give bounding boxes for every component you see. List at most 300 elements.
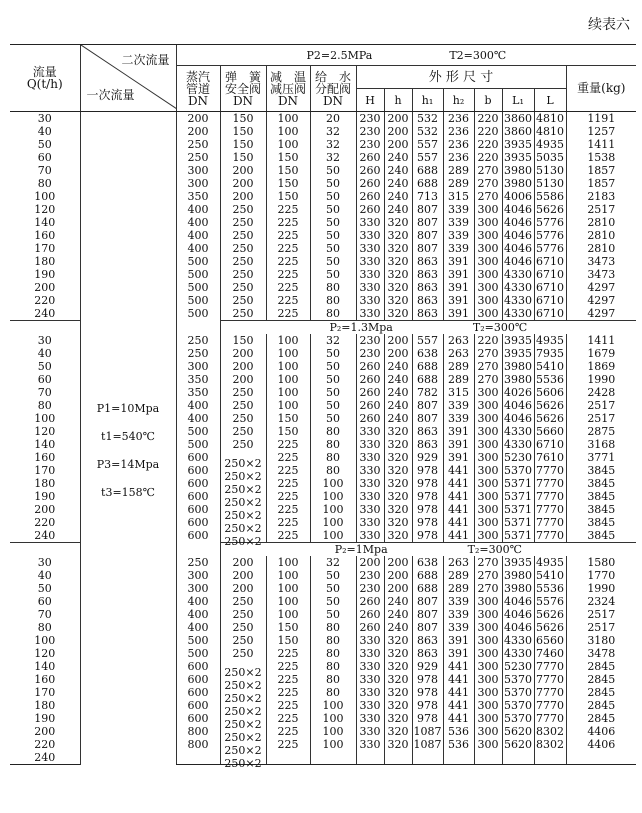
flow-value: 180 bbox=[34, 699, 56, 712]
water-dn: DN bbox=[322, 93, 344, 108]
flow-cell-empty bbox=[10, 543, 80, 557]
double-valve-value: 250×2 bbox=[224, 509, 262, 522]
cell-value: 80 bbox=[310, 464, 356, 477]
cell-value: 100 bbox=[266, 112, 310, 126]
cell-value: 225 bbox=[266, 529, 310, 543]
cell-value: 1087 bbox=[413, 738, 442, 751]
cell-value: 236 bbox=[443, 138, 474, 151]
cell-value: 5371 bbox=[504, 503, 532, 516]
cell-value: 3473 bbox=[566, 255, 636, 268]
cell-value: 32 bbox=[310, 151, 356, 164]
cell-value bbox=[220, 660, 266, 679]
flow-value: 40 bbox=[37, 125, 52, 138]
cell-value: 600 bbox=[176, 712, 220, 725]
flow-value: 200 bbox=[34, 503, 56, 516]
cell-value: 150 bbox=[266, 151, 310, 164]
cell-value: 240 bbox=[384, 164, 412, 177]
cell-value: 250 bbox=[220, 242, 266, 255]
cell-value: 4406 bbox=[566, 725, 636, 738]
cell-value: 80 bbox=[310, 281, 356, 294]
cell-value: 100 bbox=[310, 725, 356, 738]
cell-value: 863 bbox=[412, 634, 443, 647]
cell-value: 7770 bbox=[536, 529, 564, 542]
cell-value: 100 bbox=[266, 347, 310, 360]
cell-value: 320 bbox=[384, 712, 412, 725]
cell-value bbox=[412, 751, 443, 765]
cell-value: 250 bbox=[176, 334, 220, 347]
cell-value: 3935 bbox=[504, 138, 532, 151]
cell-value: 330 bbox=[356, 673, 384, 686]
cell-value: 3860 bbox=[504, 112, 532, 125]
cell-value: 400 bbox=[176, 595, 220, 608]
cell-value: 807 bbox=[412, 595, 443, 608]
cell-value: 339 bbox=[443, 399, 474, 412]
cell-value: 260 bbox=[356, 399, 384, 412]
cell-value: 300 bbox=[474, 399, 502, 412]
cell-value: 2810 bbox=[566, 242, 636, 255]
cell-value: 5371 bbox=[504, 490, 532, 503]
cell-value: 300 bbox=[474, 660, 502, 673]
cell-value: 2810 bbox=[566, 229, 636, 242]
flow-value: 200 bbox=[34, 281, 56, 294]
cell-value: 4330 bbox=[504, 268, 532, 281]
cell-value bbox=[266, 751, 310, 765]
cell-value: 557 bbox=[412, 334, 443, 347]
cell-value: 978 bbox=[412, 477, 443, 490]
cell-value: 5370 bbox=[504, 699, 532, 712]
cell-value: 50 bbox=[310, 386, 356, 399]
cell-value: 3168 bbox=[566, 438, 636, 451]
flow-value: 140 bbox=[34, 660, 56, 673]
cell-value: 500 bbox=[176, 647, 220, 660]
cell-value: 100 bbox=[266, 138, 310, 151]
cell-value: 978 bbox=[412, 529, 443, 543]
cell-value: 50 bbox=[310, 164, 356, 177]
double-valve-value: 250×2 bbox=[224, 470, 262, 483]
cell-value: 4330 bbox=[504, 281, 532, 294]
cell-value: 300 bbox=[474, 229, 502, 242]
cell-value: 350 bbox=[176, 190, 220, 203]
cell-value: 330 bbox=[356, 516, 384, 529]
cell-value: 2517 bbox=[566, 203, 636, 216]
cell-value: 339 bbox=[443, 621, 474, 634]
water-l2: 分配阀 bbox=[314, 81, 351, 96]
section-p-label: P₂=1.3Mpa bbox=[329, 321, 393, 334]
reduce-l2: 减压阀 bbox=[269, 81, 306, 96]
cell-value: 5035 bbox=[536, 151, 564, 164]
cell-value: 3935 bbox=[504, 556, 532, 569]
cell-value: 3935 bbox=[504, 334, 532, 347]
dimensions-header: 外 形 尺 寸 bbox=[356, 66, 566, 89]
flow-value: 170 bbox=[34, 464, 56, 477]
cell-value: 557 bbox=[412, 138, 443, 151]
cell-value: 8302 bbox=[536, 738, 564, 751]
cell-value: 300 bbox=[474, 699, 502, 712]
cell-value: 200 bbox=[220, 582, 266, 595]
cell-value: 400 bbox=[176, 203, 220, 216]
cell-value: 800 bbox=[176, 725, 220, 738]
cell-value: 50 bbox=[310, 347, 356, 360]
cell-value: 225 bbox=[266, 203, 310, 216]
cell-value: 441 bbox=[443, 529, 474, 543]
cell-value: 500 bbox=[176, 634, 220, 647]
cell-value: 1087 bbox=[413, 725, 442, 738]
cell-value: 4406 bbox=[566, 738, 636, 751]
cell-value: 300 bbox=[474, 438, 502, 451]
cell-value: 80 bbox=[310, 673, 356, 686]
cell-value: 3845 bbox=[566, 477, 636, 490]
cell-value: 4330 bbox=[504, 307, 532, 320]
cell-value: 391 bbox=[443, 307, 474, 321]
cell-value: 320 bbox=[384, 738, 412, 751]
cell-value: 250 bbox=[220, 399, 266, 412]
cell-value: 4935 bbox=[536, 334, 564, 347]
cell-value: 6710 bbox=[536, 268, 564, 281]
cell-value: 391 bbox=[443, 425, 474, 438]
cell-value: 2517 bbox=[566, 621, 636, 634]
cell-value: 225 bbox=[266, 699, 310, 712]
cell-value: 339 bbox=[443, 595, 474, 608]
flow-value: 240 bbox=[10, 751, 80, 765]
cell-value: 391 bbox=[443, 451, 474, 464]
cell-value: 200 bbox=[220, 556, 266, 569]
cell-value: 500 bbox=[176, 294, 220, 307]
cell-value: 300 bbox=[474, 242, 502, 255]
cell-value: 330 bbox=[356, 281, 384, 294]
cell-value: 250 bbox=[220, 216, 266, 229]
flow-value: 220 bbox=[34, 738, 56, 751]
cell-value: 350 bbox=[176, 373, 220, 386]
cell-value: 2845 bbox=[566, 712, 636, 725]
cell-value: 3845 bbox=[566, 490, 636, 503]
cell-value: 260 bbox=[356, 412, 384, 425]
cell-value bbox=[502, 751, 534, 765]
cell-value: 978 bbox=[412, 673, 443, 686]
cell-value: 80 bbox=[310, 425, 356, 438]
cell-value: 270 bbox=[474, 569, 502, 582]
cell-value: 600 bbox=[176, 451, 220, 464]
cell-value: 320 bbox=[384, 686, 412, 699]
flow-diagonal-header bbox=[80, 45, 176, 112]
cell-value: 50 bbox=[310, 373, 356, 386]
cell-value: 5626 bbox=[536, 621, 564, 634]
cell-value: 263 bbox=[443, 556, 474, 569]
cell-value: 263 bbox=[443, 334, 474, 347]
section-params bbox=[220, 543, 636, 557]
cell-value: 260 bbox=[356, 621, 384, 634]
cell-value: 1257 bbox=[566, 125, 636, 138]
cell-value: 240 bbox=[384, 190, 412, 203]
cell-value: 688 bbox=[412, 360, 443, 373]
cell-value: 3980 bbox=[504, 569, 532, 582]
cell-value: 225 bbox=[266, 307, 310, 321]
cell-value: 7770 bbox=[536, 477, 564, 490]
cell-value: 250 bbox=[220, 281, 266, 294]
flow-value: 80 bbox=[37, 177, 52, 190]
flow-value: 60 bbox=[37, 595, 52, 608]
cell-value: 5536 bbox=[536, 373, 564, 386]
cell-value: 4046 bbox=[504, 412, 532, 425]
flow-value: 180 bbox=[34, 477, 56, 490]
cell-value: 320 bbox=[384, 464, 412, 477]
cell-value: 5230 bbox=[504, 451, 532, 464]
cell-value: 80 bbox=[310, 294, 356, 307]
cell-value: 688 bbox=[412, 373, 443, 386]
cell-value: 339 bbox=[443, 242, 474, 255]
cell-value: 300 bbox=[474, 255, 502, 268]
cell-value: 240 bbox=[384, 360, 412, 373]
cell-value: 100 bbox=[310, 490, 356, 503]
cell-value: 260 bbox=[356, 360, 384, 373]
cell-value: 100 bbox=[310, 699, 356, 712]
reduce-dn: DN bbox=[277, 93, 299, 108]
cell-value: 50 bbox=[310, 360, 356, 373]
cell-value: 600 bbox=[176, 516, 220, 529]
cell-value: 807 bbox=[412, 229, 443, 242]
cell-value: 5776 bbox=[536, 216, 564, 229]
flow-value: 60 bbox=[37, 151, 52, 164]
cell-value: 50 bbox=[310, 190, 356, 203]
cell-value: 2517 bbox=[566, 608, 636, 621]
cell-value: 807 bbox=[412, 412, 443, 425]
cell-value: 240 bbox=[384, 595, 412, 608]
cell-value: 32 bbox=[310, 138, 356, 151]
cell-value: 260 bbox=[356, 164, 384, 177]
cell-value: 300 bbox=[474, 595, 502, 608]
cell-value: 330 bbox=[356, 725, 384, 738]
cell-value: 315 bbox=[443, 190, 474, 203]
cell-value: 4297 bbox=[566, 307, 636, 321]
cell-value: 270 bbox=[474, 360, 502, 373]
cell-value bbox=[384, 751, 412, 765]
cell-value: 330 bbox=[356, 699, 384, 712]
flow-value: 200 bbox=[34, 725, 56, 738]
cell-value: 3860 bbox=[504, 125, 532, 138]
cell-value: 320 bbox=[384, 281, 412, 294]
cell-value: 441 bbox=[443, 503, 474, 516]
condition-item: t3=158℃ bbox=[101, 486, 155, 499]
cell-value: 2810 bbox=[566, 216, 636, 229]
flow-value: 170 bbox=[34, 686, 56, 699]
flow-value: 30 bbox=[37, 334, 52, 347]
cell-value: 320 bbox=[384, 216, 412, 229]
cell-value: 320 bbox=[384, 673, 412, 686]
condition-item: P3=14Mpa bbox=[96, 458, 160, 471]
cell-value: 200 bbox=[356, 556, 384, 569]
spring-l2: 安全阀 bbox=[224, 81, 261, 96]
cell-value: 225 bbox=[266, 673, 310, 686]
cell-value: 2517 bbox=[566, 412, 636, 425]
cell-value: 225 bbox=[266, 725, 310, 738]
cell-value: 330 bbox=[356, 529, 384, 543]
cell-value: 2517 bbox=[566, 399, 636, 412]
cell-value: 240 bbox=[384, 177, 412, 190]
cell-value: 100 bbox=[266, 386, 310, 399]
cell-value: 320 bbox=[384, 634, 412, 647]
col-h: h bbox=[384, 89, 412, 112]
flow-value: 190 bbox=[34, 268, 56, 281]
cell-value: 150 bbox=[220, 138, 266, 151]
cell-value: 300 bbox=[474, 712, 502, 725]
cell-value: 330 bbox=[356, 438, 384, 451]
cell-value: 2845 bbox=[566, 686, 636, 699]
cell-value: 100 bbox=[310, 503, 356, 516]
cell-value: 4935 bbox=[536, 556, 564, 569]
cell-value bbox=[474, 751, 502, 765]
cell-value: 4330 bbox=[504, 425, 532, 438]
cell-value: 200 bbox=[384, 556, 412, 569]
cell-value: 330 bbox=[356, 229, 384, 242]
cell-value: 2845 bbox=[566, 660, 636, 673]
cell-value: 600 bbox=[176, 490, 220, 503]
cell-value: 220 bbox=[474, 125, 502, 138]
cell-value: 150 bbox=[266, 164, 310, 177]
cell-value: 150 bbox=[266, 621, 310, 634]
cell-value: 557 bbox=[412, 151, 443, 164]
section-spacer bbox=[176, 321, 220, 335]
cell-value: 500 bbox=[176, 268, 220, 281]
section-t-label: T₂=300℃ bbox=[472, 321, 528, 334]
cell-value: 80 bbox=[310, 660, 356, 673]
cell-value: 3845 bbox=[566, 516, 636, 529]
cell-value: 32 bbox=[310, 125, 356, 138]
cell-value: 3980 bbox=[504, 373, 532, 386]
cell-value: 1990 bbox=[566, 582, 636, 595]
cell-value: 230 bbox=[356, 569, 384, 582]
cell-value: 270 bbox=[474, 164, 502, 177]
cell-value: 863 bbox=[412, 255, 443, 268]
cell-value: 200 bbox=[220, 164, 266, 177]
cell-value: 391 bbox=[443, 647, 474, 660]
cell-value: 8302 bbox=[536, 725, 564, 738]
cell-value: 50 bbox=[310, 268, 356, 281]
cell-value: 688 bbox=[412, 569, 443, 582]
cell-value: 330 bbox=[356, 268, 384, 281]
cell-value: 330 bbox=[356, 294, 384, 307]
cell-value bbox=[534, 751, 566, 765]
double-valve-value: 250×2 bbox=[224, 731, 262, 744]
cell-value: 863 bbox=[412, 281, 443, 294]
cell-value: 863 bbox=[412, 307, 443, 321]
cell-value: 638 bbox=[412, 556, 443, 569]
cell-value: 240 bbox=[384, 373, 412, 386]
cell-value: 315 bbox=[443, 386, 474, 399]
cell-value: 339 bbox=[443, 608, 474, 621]
cell-value: 50 bbox=[310, 203, 356, 216]
cell-value: 391 bbox=[443, 268, 474, 281]
cell-value: 3845 bbox=[566, 464, 636, 477]
flow-value: 140 bbox=[34, 438, 56, 451]
cell-value: 100 bbox=[266, 595, 310, 608]
cell-value: 320 bbox=[384, 268, 412, 281]
cell-value: 320 bbox=[384, 307, 412, 321]
cell-value: 250 bbox=[220, 294, 266, 307]
cell-value: 260 bbox=[356, 373, 384, 386]
cell-value: 320 bbox=[384, 503, 412, 516]
cell-value: 4330 bbox=[504, 634, 532, 647]
col-L: L bbox=[534, 89, 566, 112]
cell-value: 339 bbox=[443, 203, 474, 216]
cell-value: 3845 bbox=[566, 503, 636, 516]
cell-value: 978 bbox=[412, 699, 443, 712]
cell-value: 391 bbox=[443, 255, 474, 268]
cell-value: 330 bbox=[356, 738, 384, 751]
flow-label: 流量 bbox=[32, 65, 57, 79]
cell-value: 441 bbox=[443, 490, 474, 503]
spring-valve-header bbox=[220, 66, 266, 112]
cell-value: 200 bbox=[384, 334, 412, 347]
cell-value: 3980 bbox=[504, 582, 532, 595]
section-params bbox=[220, 321, 636, 335]
cell-value: 688 bbox=[412, 177, 443, 190]
section-p-label: P₂=1Mpa bbox=[334, 543, 388, 556]
cell-value: 320 bbox=[384, 699, 412, 712]
cell-value: 1411 bbox=[566, 334, 636, 347]
cell-value: 200 bbox=[384, 138, 412, 151]
cell-value: 536 bbox=[443, 725, 474, 738]
cell-value: 1869 bbox=[566, 360, 636, 373]
cell-value: 225 bbox=[266, 294, 310, 307]
cell-value: 4046 bbox=[504, 255, 532, 268]
cell-value: 330 bbox=[356, 216, 384, 229]
cell-value: 400 bbox=[176, 229, 220, 242]
cell-value: 536 bbox=[443, 738, 474, 751]
cell-value: 978 bbox=[412, 516, 443, 529]
flow-value: 100 bbox=[34, 634, 56, 647]
cell-value: 978 bbox=[412, 503, 443, 516]
cell-value: 7770 bbox=[536, 686, 564, 699]
cell-value: 270 bbox=[474, 556, 502, 569]
cell-value: 260 bbox=[356, 608, 384, 621]
cell-value: 6710 bbox=[536, 281, 564, 294]
cell-value: 1538 bbox=[566, 151, 636, 164]
cell-value: 100 bbox=[266, 334, 310, 347]
cell-value: 600 bbox=[176, 464, 220, 477]
cell-value: 600 bbox=[176, 699, 220, 712]
table-row bbox=[10, 112, 636, 126]
cell-value: 250 bbox=[220, 647, 266, 660]
cell-value: 289 bbox=[443, 582, 474, 595]
cell-value: 100 bbox=[266, 373, 310, 386]
cell-value: 6710 bbox=[536, 438, 564, 451]
cell-value: 80 bbox=[310, 686, 356, 699]
cell-value: 50 bbox=[310, 412, 356, 425]
cell-value: 100 bbox=[310, 712, 356, 725]
cell-value: 391 bbox=[443, 438, 474, 451]
cell-value: 300 bbox=[474, 725, 502, 738]
flow-value: 70 bbox=[37, 386, 52, 399]
cell-value: 260 bbox=[356, 190, 384, 203]
cell-value: 300 bbox=[474, 686, 502, 699]
cell-value: 220 bbox=[474, 334, 502, 347]
cell-value: 250 bbox=[220, 634, 266, 647]
cell-value: 300 bbox=[474, 412, 502, 425]
cell-value: 7770 bbox=[536, 699, 564, 712]
cell-value: 330 bbox=[356, 464, 384, 477]
cell-value: 978 bbox=[412, 712, 443, 725]
cell-value: 250 bbox=[176, 347, 220, 360]
cell-value: 5370 bbox=[504, 712, 532, 725]
cell-value: 807 bbox=[412, 608, 443, 621]
flow-value: 240 bbox=[34, 529, 56, 542]
cell-value: 978 bbox=[412, 464, 443, 477]
cell-value: 50 bbox=[310, 569, 356, 582]
flow-value: 60 bbox=[37, 373, 52, 386]
cell-value: 200 bbox=[176, 125, 220, 138]
cell-value: 100 bbox=[310, 738, 356, 751]
cell-value: 300 bbox=[474, 634, 502, 647]
cell-value: 289 bbox=[443, 373, 474, 386]
